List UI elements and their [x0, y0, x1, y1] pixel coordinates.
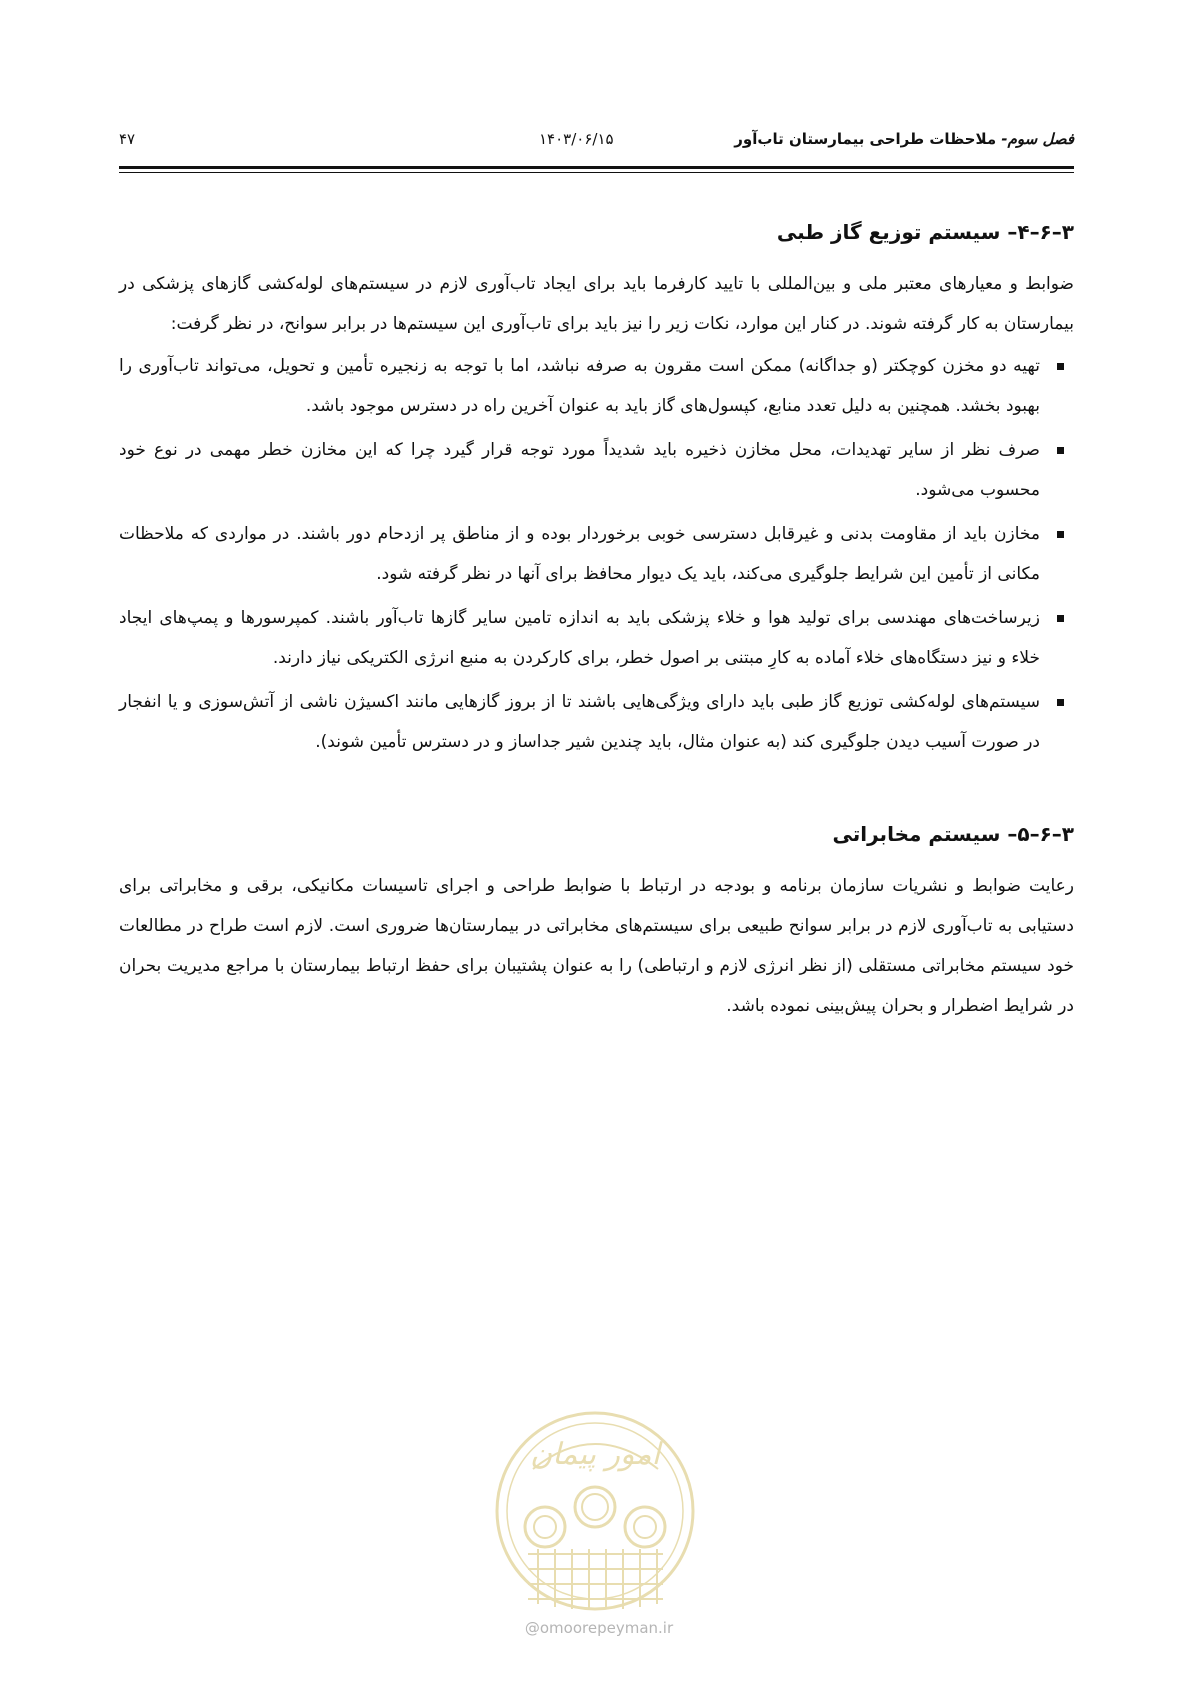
section-intro-paragraph: ضوابط و معیارهای معتبر ملی و بین‌المللی با تایید کارفرما باید برای ایجاد تاب‌آوری لازم در سیستم‌های لوله‌کشی گازهای پزشکی در بیمارستان به کار گرفته شوند. در کنار این موارد، نکات زیر را نیز باید برای تاب‌آوری این سیستم‌ها در برابر سوانح، در نظر گرفت:: [119, 274, 1074, 334]
header-rule-thin: [119, 172, 1074, 173]
chapter-name: ملاحظات طراحی بیمارستان تاب‌آور: [734, 130, 997, 148]
list-item: [119, 346, 1040, 426]
page-header: [119, 130, 1074, 156]
chapter-title: [734, 130, 1074, 148]
page-number: ۴۷: [119, 130, 136, 148]
list-item-text: مخازن باید از مقاومت بدنی و غیرقابل دسترسی خوبی برخوردار بوده و از مناطق پر ازدحام دور باشند. در مواردی که ملاحظات مکانی از تأمین این شرایط جلوگیری می‌کند، باید یک دیوار محافظ برای آنها در نظر گرفته شود.: [119, 524, 1040, 584]
bullet-list: [119, 346, 1074, 762]
list-item-text: صرف نظر از سایر تهدیدات، محل مخازن ذخیره باید شدیداً مورد توجه قرار گیرد چرا که این مخازن خطر مهمی در نوع خود محسوب می‌شود.: [119, 440, 1040, 500]
square-bullet-icon: [1057, 363, 1064, 370]
list-item-text: زیرساخت‌های مهندسی برای تولید هوا و خلاء پزشکی باید به اندازه تامین سایر گازها تاب‌آور باشند. کمپرسورها و پمپ‌های ایجاد خلاء و نیز دستگاه‌های خلاء آماده به کارِ مبتنی بر اصول خطر، برای کارکردن به منبع انرژی الکتریکی نیاز دارند.: [119, 608, 1040, 668]
square-bullet-icon: [1057, 699, 1064, 706]
section-heading-telecom: ۳–۶–۵– سیستم مخابراتی: [832, 822, 1074, 846]
chapter-label: فصل سوم-: [1001, 130, 1074, 148]
list-item-text: تهیه دو مخزن کوچکتر (و جداگانه) ممکن است مقرون به صرفه نباشد، اما با توجه به زنجیره تأمین و تحویل، می‌تواند تاب‌آوری را بهبود بخشد. همچنین به دلیل تعدد منابع، کپسول‌های گاز باید به عنوان آخرین راه در دسترس موجود باشد.: [119, 356, 1040, 416]
list-item: [119, 682, 1040, 762]
header-date: ۱۴۰۳/۰۶/۱۵: [539, 130, 614, 148]
watermark-site: @omoorepeyman.ir: [524, 1619, 674, 1637]
watermark-logo-icon: [493, 1409, 698, 1614]
watermark-logo-text: امور پیمان: [530, 1437, 660, 1472]
header-rule-thick: [119, 166, 1074, 169]
section-heading-gas: ۳–۶–۴– سیستم توزیع گاز طبی: [776, 220, 1074, 244]
square-bullet-icon: [1057, 531, 1064, 538]
list-item-text: سیستم‌های لوله‌کشی توزیع گاز طبی باید دارای ویژگی‌هایی باشند تا از بروز گازهایی مانند اکسیژن ناشی از آتش‌سوزی و یا انفجار در صورت آسیب دیدن جلوگیری کند (به عنوان مثال، باید چندین شیر جداساز و در دسترس تأمین شوند).: [119, 692, 1040, 752]
section-body-paragraph: رعایت ضوابط و نشریات سازمان برنامه و بودجه در ارتباط با ضوابط طراحی و اجرای تاسیسات مکانیکی، برقی و مخابراتی برای دستیابی به تاب‌آوری لازم در برابر سوانح طبیعی برای سیستم‌های مخابراتی در بیمارستان‌ها ضروری است. لازم است طراح در مطالعات خود سیستم مخابراتی مستقلی (از نظر انرژی لازم و ارتباطی) را به عنوان پشتیبان برای حفظ ارتباط بیمارستان با مراجع مدیریت بحران در شرایط اضطرار و بحران پیش‌بینی نموده باشد.: [119, 876, 1074, 1016]
square-bullet-icon: [1057, 615, 1064, 622]
list-item: [119, 598, 1040, 678]
square-bullet-icon: [1057, 447, 1064, 454]
list-item: [119, 514, 1040, 594]
page-body: [119, 212, 1074, 1026]
list-item: [119, 430, 1040, 510]
